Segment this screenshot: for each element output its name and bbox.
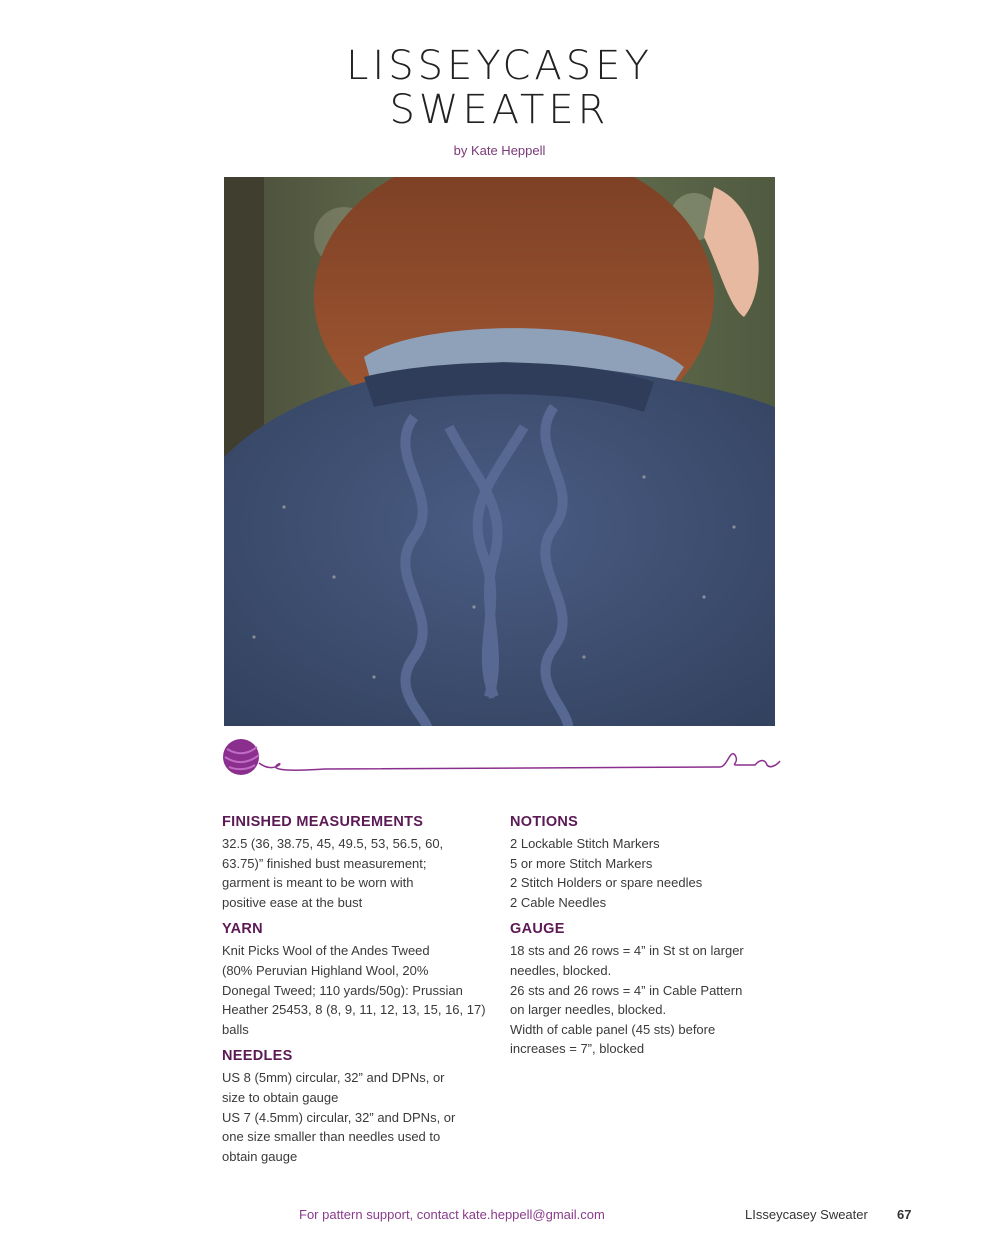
section-line: 2 Lockable Stitch Markers [510, 836, 660, 851]
yarn-ball-icon [223, 739, 259, 775]
byline: by Kate Heppell [453, 143, 546, 158]
section-heading: NEEDLES [222, 1048, 293, 1065]
section-line: needles, blocked. [510, 962, 612, 978]
section-line: balls [222, 1021, 249, 1037]
page-number: 67 [897, 1207, 912, 1222]
section-line: Knit Picks Wool of the Andes Tweed [222, 943, 430, 959]
section-line: 2 Stitch Holders or spare needles [510, 875, 703, 891]
section-gauge [510, 920, 785, 1059]
sweater-photo [224, 177, 775, 726]
sweater-photo-illustration [224, 177, 775, 726]
title-line-1: LISSEYCASEY [346, 43, 653, 89]
specs-right-column [510, 813, 785, 1067]
section-line: garment is meant to be worn with [222, 875, 414, 891]
section-line: Donegal Tweed; 110 yards/50g): Prussian [222, 982, 463, 998]
section-line: one size smaller than needles used to [222, 1129, 441, 1145]
section-line: size to obtain gauge [222, 1089, 339, 1105]
section-needles [222, 1047, 497, 1166]
section-line: (80% Peruvian Highland Wool, 20% [222, 962, 429, 978]
section-line: 18 sts and 26 rows = 4” in St st on larger [510, 943, 744, 959]
pattern-support-contact: For pattern support, contact kate.heppell@gmail.com [299, 1207, 605, 1222]
section-line: 63.75)” finished bust measurement; [222, 855, 427, 871]
section-line: positive ease at the bust [222, 894, 363, 910]
section-line: on larger needles, blocked. [510, 1002, 667, 1018]
yarn-divider [215, 735, 785, 783]
section-line: 26 sts and 26 rows = 4” in Cable Pattern [510, 982, 743, 998]
section-line: obtain gauge [222, 1148, 298, 1164]
section-line: US 8 (5mm) circular, 32” and DPNs, or [222, 1070, 445, 1086]
section-finished-measurements [222, 813, 497, 912]
specs-left-column [222, 813, 497, 1174]
section-heading: YARN [222, 921, 263, 938]
section-notions [510, 813, 785, 912]
section-heading: FINISHED MEASUREMENTS [222, 814, 424, 830]
section-heading: NOTIONS [510, 814, 579, 830]
section-line: Width of cable panel (45 sts) before [510, 1021, 716, 1037]
section-line: Heather 25453, 8 (8, 9, 11, 12, 13, 15, 16, 17) [222, 1002, 486, 1018]
page-title [0, 44, 999, 132]
section-line: 32.5 (36, 38.75, 45, 49.5, 53, 56.5, 60, [222, 836, 444, 851]
section-line: increases = 7”, blocked [510, 1041, 645, 1057]
title-line-2: SWEATER [389, 87, 610, 133]
section-heading: GAUGE [510, 921, 565, 938]
footer-pattern-name: LIsseycasey Sweater [745, 1207, 868, 1222]
section-line: US 7 (4.5mm) circular, 32” and DPNs, or [222, 1109, 456, 1125]
section-line: 2 Cable Needles [510, 894, 607, 910]
section-line: 5 or more Stitch Markers [510, 855, 653, 871]
section-yarn [222, 920, 497, 1039]
